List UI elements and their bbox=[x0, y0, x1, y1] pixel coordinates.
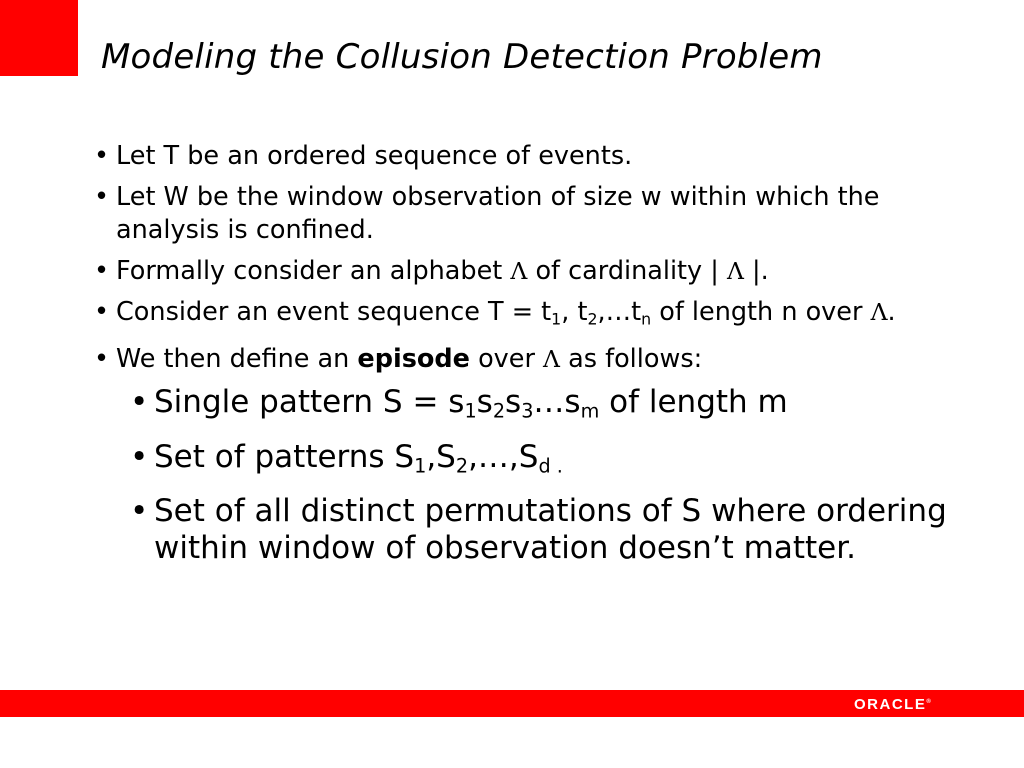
sub-bullet-text: Single pattern $S = s_1s_2s_3\dots s_m$ of length m bbox=[154, 384, 788, 423]
bullet-icon: • bbox=[130, 493, 149, 530]
bullet-text: Let T be an ordered sequence of events. bbox=[116, 141, 633, 171]
bullet-icon: • bbox=[94, 141, 110, 171]
lambda-symbol: Λ bbox=[543, 345, 560, 374]
bullet-item bbox=[90, 255, 970, 288]
bullet-icon: • bbox=[94, 297, 110, 327]
sub-bullet-text: Set of patterns $S_1,S_2,\dots,S_d$ $_.$ bbox=[154, 438, 563, 478]
corner-accent-square bbox=[0, 0, 78, 76]
sub-bullet-item bbox=[90, 384, 970, 429]
sub-bullet-item bbox=[90, 493, 970, 567]
lambda-symbol: Λ bbox=[726, 257, 744, 285]
lambda-symbol: Λ bbox=[870, 298, 888, 326]
bullet-text: We then define an episode over Λ as follows: bbox=[116, 344, 703, 375]
bullet-icon: • bbox=[130, 384, 149, 421]
bullet-item bbox=[90, 343, 970, 376]
bullet-text: Formally consider an alphabet Λ of cardinality | Λ |. bbox=[116, 256, 769, 286]
lambda-symbol: Λ bbox=[510, 257, 528, 285]
bullet-icon: • bbox=[94, 182, 110, 212]
bullet-item bbox=[90, 296, 970, 335]
sub-bullet-item bbox=[90, 439, 970, 484]
episode-term: episode bbox=[357, 344, 470, 375]
bullet-text: Let W be the window observation of size w within which the analysis is confined. bbox=[116, 182, 880, 245]
sub-bullet-text: Set of all distinct permutations of S where ordering within window of observation doesn’t matter. bbox=[154, 493, 947, 567]
oracle-logo: ORACLE® bbox=[854, 696, 933, 713]
bullet-icon: • bbox=[94, 344, 110, 375]
bullet-item bbox=[90, 140, 970, 173]
bullet-icon: • bbox=[94, 256, 110, 286]
slide-title: Modeling the Collusion Detection Problem bbox=[101, 37, 823, 77]
bullet-text: Consider an event sequence $T = t_1$, $t_2,\dots t_n$ of length n over Λ. bbox=[116, 297, 896, 329]
bullet-item bbox=[90, 181, 970, 247]
bullet-list bbox=[90, 140, 970, 576]
bullet-icon: • bbox=[130, 438, 149, 475]
